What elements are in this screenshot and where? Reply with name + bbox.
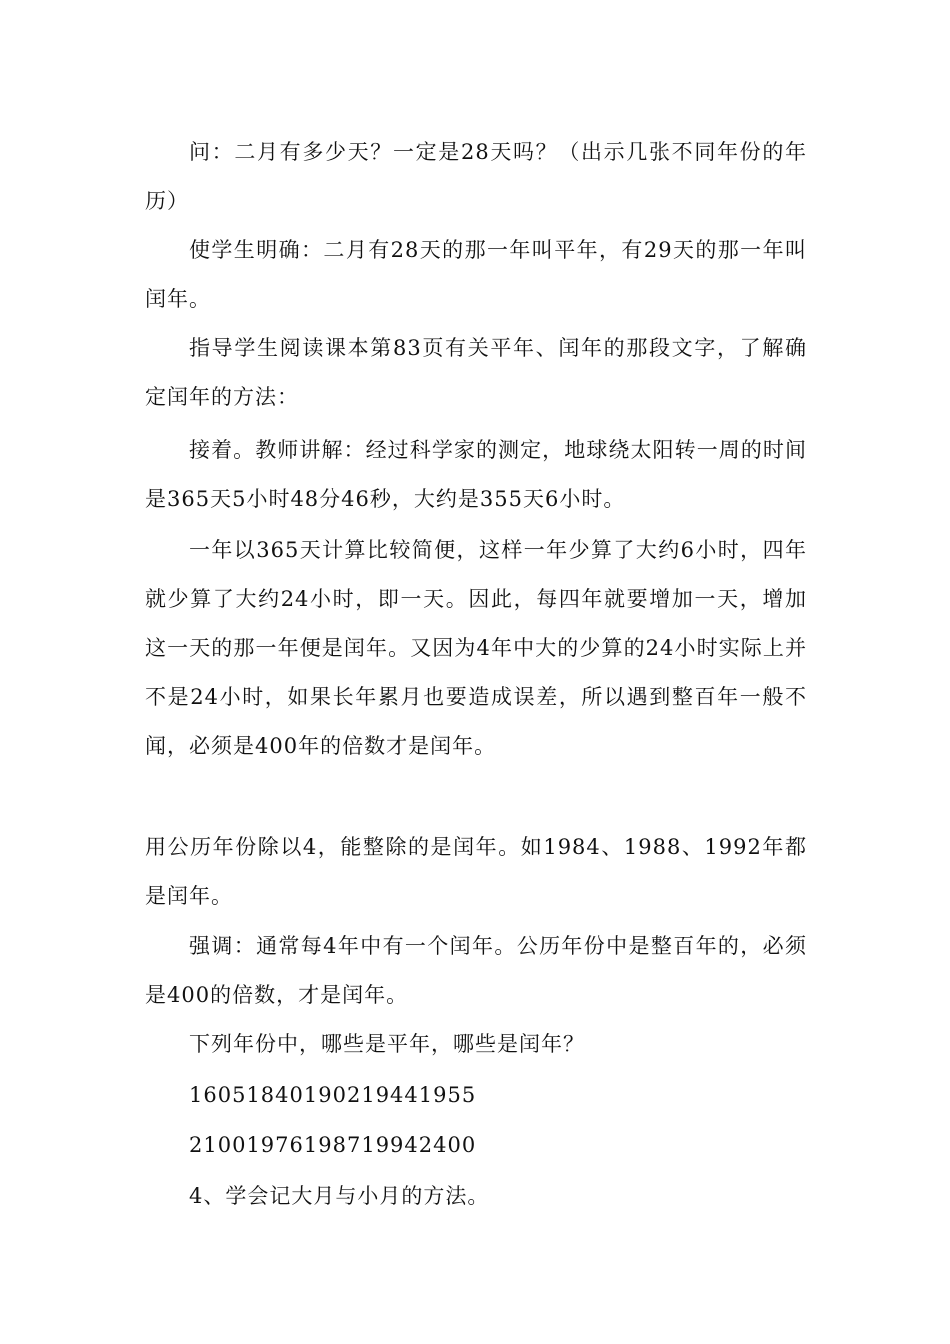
paragraph-common-leap-definition: 使学生明确：二月有28天的那一年叫平年，有29天的那一年叫闰年。 xyxy=(145,238,807,311)
paragraph-divide-by-four: 用公历年份除以4，能整除的是闰年。如1984、1988、1992年都是闰年。 xyxy=(145,835,807,908)
paragraph-emphasis: 强调：通常每4年中有一个闰年。公历年份中是整百年的，必须是400的倍数，才是闰年。 xyxy=(145,934,807,1007)
paragraph-teacher-explanation: 接着。教师讲解：经过科学家的测定，地球绕太阳转一周的时间是365天5小时48分46秒，大约是355天6小时。 xyxy=(145,438,807,511)
exercise-question: 下列年份中，哪些是平年，哪些是闰年？ xyxy=(189,1032,585,1056)
section-heading-big-small-month: 4、学会记大月与小月的方法。 xyxy=(189,1184,490,1208)
paragraph-leap-reason: 一年以365天计算比较简便，这样一年少算了大约6小时，四年就少算了大约24小时，即一天。因此，每四年就要增加一天，增加这一天的那一年便是闰年。又因为4年中大的少算的24小时实际上并不是24小时，如果长年累月也要造成误差，所以遇到整百年一般不闻，必须是400年的倍数才是闰年。 xyxy=(145,538,807,758)
year-list-2: 21001976198719942400 xyxy=(189,1133,477,1157)
paragraph-february-question: 问：二月有多少天？一定是28天吗？（出示几张不同年份的年历） xyxy=(145,140,807,213)
paragraph-textbook-reading: 指导学生阅读课本第83页有关平年、闰年的那段文字，了解确定闰年的方法： xyxy=(145,336,807,409)
year-list-1: 16051840190219441955 xyxy=(189,1083,477,1107)
